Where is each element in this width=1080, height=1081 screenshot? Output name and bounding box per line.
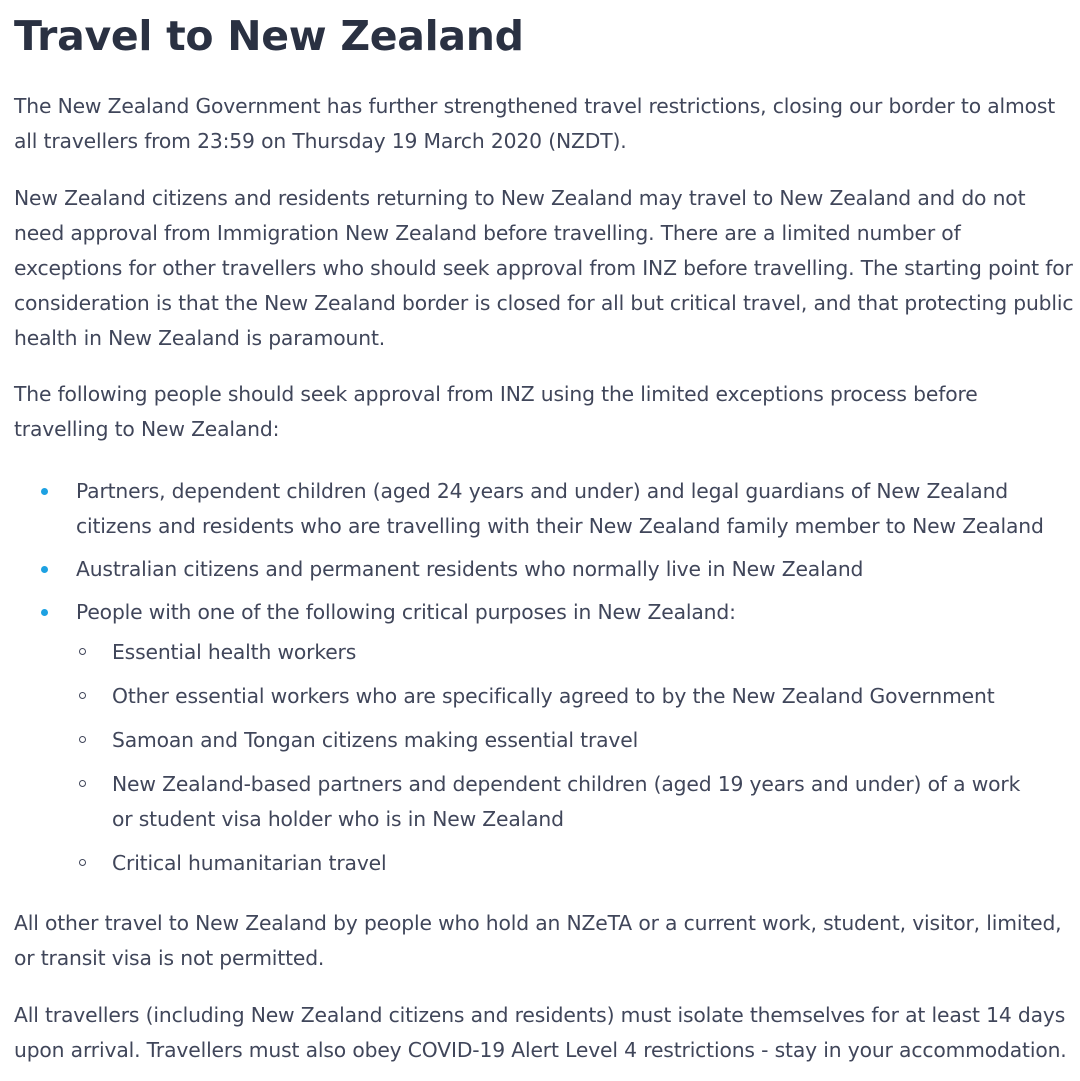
sub-list-item-text: Other essential workers who are specifically agreed to by the New Zealand Government (112, 684, 995, 708)
sub-list-item-text: New Zealand-based partners and dependent children (aged 19 years and under) of a work or student visa holder who is in New Zealand (112, 772, 1021, 831)
sub-list-item-text: Samoan and Tongan citizens making essential travel (112, 728, 639, 752)
paragraph-isolation: All travellers (including New Zealand citizens and residents) must isolate themselves for at least 14 days upon arrival. Travellers must also obey COVID-19 Alert Level 4 restrictions - stay in your accommodation. (14, 1003, 1067, 1062)
exceptions-list (14, 474, 1074, 890)
paragraph-exceptions-intro: The following people should seek approval from INZ using the limited exceptions process before travelling to New Zealand: (14, 382, 978, 441)
sub-list-item-text: Essential health workers (112, 640, 357, 664)
list-item-text: Australian citizens and permanent residents who normally live in New Zealand (76, 557, 864, 581)
list-item (14, 595, 1074, 881)
list-item-text: Partners, dependent children (aged 24 years and under) and legal guardians of New Zealand citizens and residents who are travelling with their New Zealand family member to New Zealand (76, 479, 1044, 538)
sub-list-item (76, 846, 1074, 881)
circle-bullet-icon (79, 859, 86, 866)
paragraph-border-closure: The New Zealand Government has further strengthened travel restrictions, closing our border to almost all travellers from 23:59 on Thursday 19 March 2020 (NZDT). (14, 94, 1056, 153)
sub-list-item-text: Critical humanitarian travel (112, 851, 387, 875)
bullet-icon (41, 566, 48, 573)
bullet-icon (41, 488, 48, 495)
paragraph-citizens-residents: New Zealand citizens and residents returning to New Zealand may travel to New Zealand and do not need approval from Immigration New Zealand before travelling. There are a limited number of exceptions for other travellers who should seek approval from INZ before travelling. The starting point for consideration is that the New Zealand border is closed for all but critical travel, and that protecting public health in New Zealand is paramount. (14, 186, 1074, 350)
circle-bullet-icon (79, 736, 86, 743)
sub-list-item (76, 635, 1074, 670)
list-item (14, 474, 1074, 544)
sub-list-item (76, 679, 1074, 714)
bullet-icon (41, 609, 48, 616)
circle-bullet-icon (79, 780, 86, 787)
list-item-text: People with one of the following critical purposes in New Zealand: (76, 600, 736, 624)
circle-bullet-icon (79, 692, 86, 699)
paragraph-not-permitted: All other travel to New Zealand by people who hold an NZeTA or a current work, student, visitor, limited, or transit visa is not permitted. (14, 911, 1062, 970)
sub-list-item (76, 723, 1074, 758)
circle-bullet-icon (79, 648, 86, 655)
list-item (14, 552, 1074, 587)
page-title: Travel to New Zealand (14, 12, 524, 60)
critical-purposes-list (76, 635, 1074, 881)
sub-list-item (76, 767, 1074, 837)
